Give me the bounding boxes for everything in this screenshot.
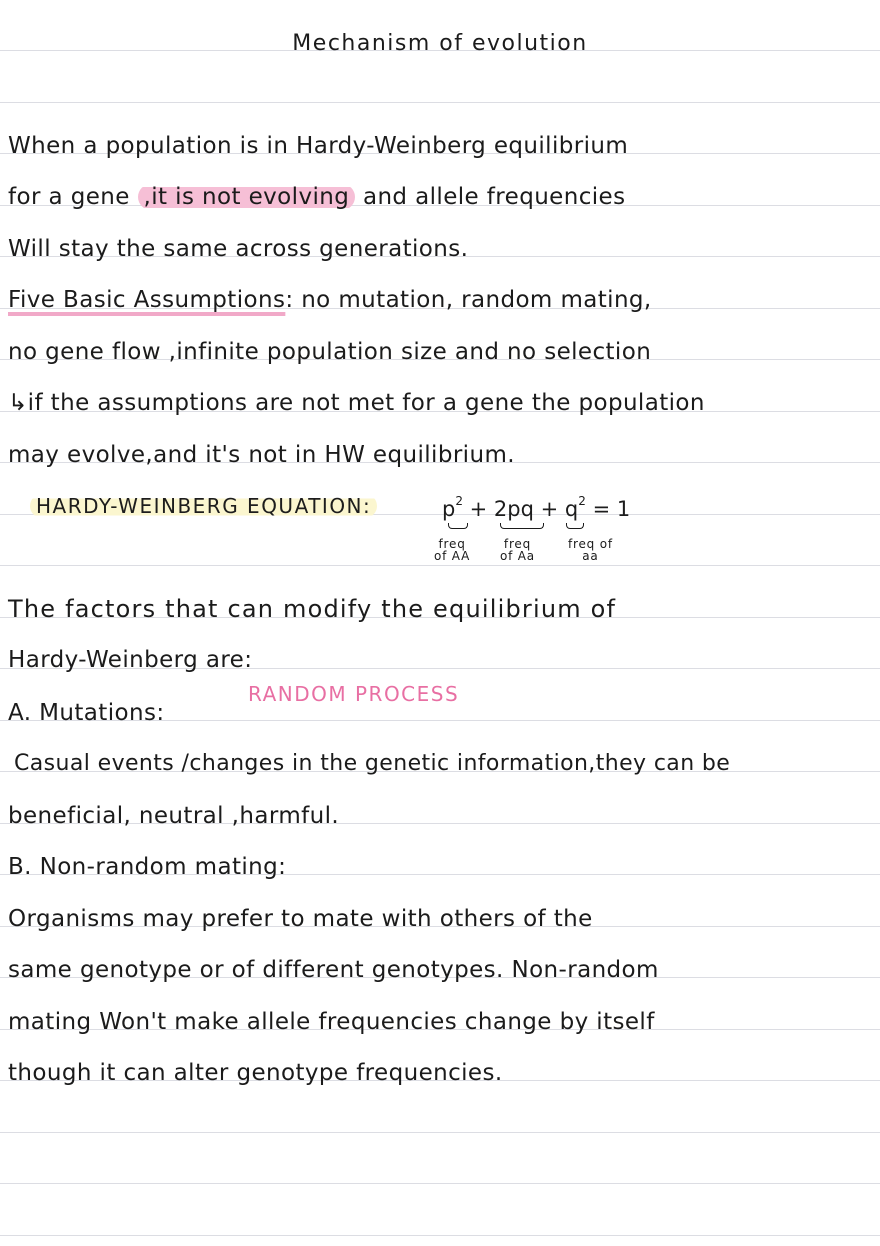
note-line-4 — [8, 287, 880, 313]
exponent: 2 — [578, 494, 586, 508]
caption-freq-AA: freq of AA — [434, 537, 471, 563]
q-term: q — [564, 497, 579, 521]
caption-freq-aa: freq of aa — [568, 537, 613, 563]
note-line-17: though it can alter genotype frequencies. — [8, 1060, 503, 1086]
brace-aa-rec — [566, 523, 584, 529]
ruled-line — [0, 565, 880, 566]
brace-het — [500, 523, 544, 529]
hw-equation — [442, 494, 630, 521]
note-line-14: Organisms may prefer to mate with others of the — [8, 906, 593, 932]
note-text: for a gene — [8, 184, 138, 210]
note-line-1: When a population is in Hardy-Weinberg equilibrium — [8, 133, 629, 159]
brace-aa-dom — [448, 523, 468, 529]
middle-term: + 2pq + — [462, 497, 565, 521]
note-line-6: ↳if the assumptions are not met for a gene the population — [8, 390, 705, 416]
note-line-11: Casual events /changes in the genetic information,they can be — [14, 751, 731, 776]
p-term: p — [442, 497, 456, 521]
note-line-2 — [8, 184, 880, 210]
hw-equation-label: HARDY-WEINBERG EQUATION: — [30, 494, 377, 518]
note-text: : no mutation, random mating, — [285, 287, 652, 313]
note-line-10: A. Mutations: — [8, 700, 165, 726]
note-line-13: B. Non-random mating: — [8, 854, 287, 880]
note-line-7: may evolve,and it's not in HW equilibrium. — [8, 442, 515, 468]
exponent: 2 — [455, 494, 463, 508]
assumptions-heading: Five Basic Assumptions — [8, 287, 286, 313]
note-line-5: no gene flow ,infinite population size and no selection — [8, 339, 652, 365]
note-text: and allele frequencies — [355, 184, 626, 210]
ruled-line — [0, 102, 880, 103]
caption-freq-Aa: freq of Aa — [500, 537, 535, 563]
note-line-15: same genotype or of different genotypes. Non-random — [8, 957, 659, 983]
note-line-3: Will stay the same across generations. — [8, 236, 469, 262]
note-line-12: beneficial, neutral ,harmful. — [8, 803, 340, 829]
equals-term: = 1 — [585, 497, 631, 521]
ruled-line — [0, 1183, 880, 1184]
random-process-annotation: RANDOM PROCESS — [248, 682, 460, 706]
page-title: Mechanism of evolution — [292, 31, 588, 56]
note-line-16: mating Won't make allele frequencies change by itself — [8, 1009, 655, 1035]
ruled-line — [0, 1132, 880, 1133]
pink-highlight: ,it is not evolving — [138, 184, 356, 210]
note-line-9: Hardy-Weinberg are: — [8, 647, 253, 673]
ruled-line — [0, 1235, 880, 1236]
hw-equation-label-wrap — [30, 494, 377, 518]
note-line-8: The factors that can modify the equilibrium of — [8, 595, 617, 623]
